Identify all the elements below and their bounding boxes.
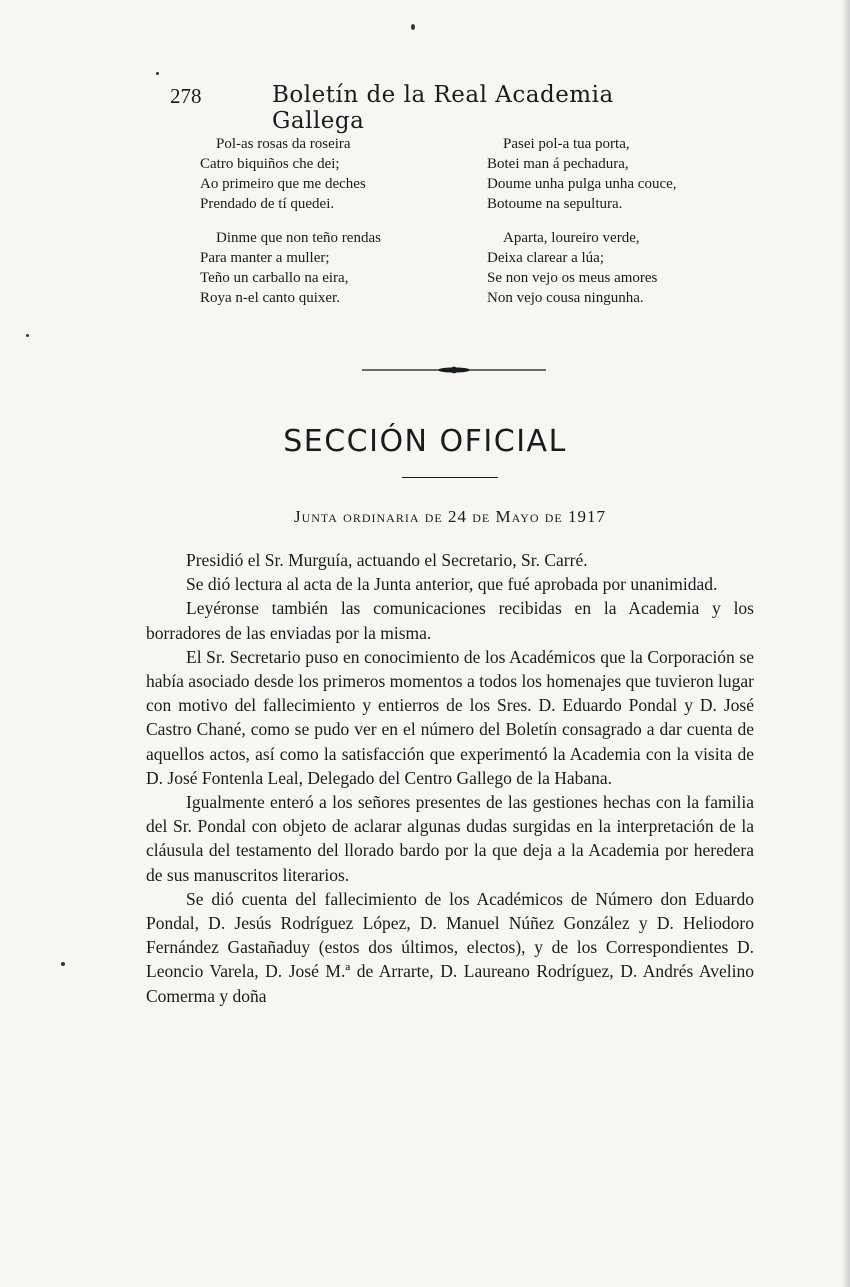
scan-speck [26,334,29,337]
poem-stanza-left-2 [200,228,381,308]
verse-line: Deixa clarear a lúa; [487,250,605,266]
verse-line: Catro biquiños che dei; [200,156,340,172]
paragraph: Se dió lectura al acta de la Junta anterior, que fué aprobada por unanimidad. [186,574,718,595]
title-underline [402,477,498,478]
page-number: 278 [170,84,202,108]
section-title: SECCIÓN OFICIAL [283,424,567,459]
verse-line: Pol-as rosas da roseira [216,136,351,152]
verse-line: Pasei pol-a tua porta, [503,136,630,152]
paragraph: Leyéronse también las comunicaciones recibidas en la Academia y los borradores de las enviadas por la misma. [146,598,754,643]
verse-line: Ao primeiro que me deches [200,176,366,192]
paragraph: El Sr. Secretario puso en conocimiento de los Académicos que la Corporación se había asociado desde los primeros momentos a todos los homenajes que tuvieron lugar con motivo del fallecimiento y entierros de los Sres. D. Eduardo Pondal y D. José Castro Chané, como se pudo ver en el número del Boletín consagrado a dar cuenta de aquellos actos, así como la satisfacción que experimentó la Academia con la visita de D. José Fontenla Leal, Delegado del Centro Gallego de la Habana. [146,646,754,788]
paragraph: Igualmente enteró a los señores presentes de las gestiones hechas con la familia del Sr. Pondal con objeto de aclarar algunas dudas surgidas en la interpretación de la cláusula del testamento del llorado bardo por la que deja a la Academia por heredera de sus manuscritos literarios. [146,792,754,885]
paragraph: Presidió el Sr. Murguía, actuando el Secretario, Sr. Carré. [186,550,588,570]
paragraph: Se dió cuenta del fallecimiento de los Académicos de Número don Eduardo Pondal, D. Jesús Rodríguez López, D. Manuel Núñez González y D. Heliodoro Fernández Gastañaduy (estos dos últimos, electos), y de los Correspondientes D. Leoncio Varela, D. José M.ª de Arrarte, D. Laureano Rodríguez, D. Andrés Avelino Comerma y doña [146,888,754,1006]
meeting-heading: Junta ordinaria de 24 de Mayo de 1917 [293,507,607,526]
page-edge [842,0,850,1287]
minutes-body [146,548,754,1008]
poem-stanza-right-1 [487,134,677,214]
verse-line: Aparta, loureiro verde, [503,230,640,246]
verse-line: Botei man á pechadura, [487,156,629,172]
verse-line: Botoume na sepultura. [487,196,623,212]
poem-stanza-left-1 [200,134,366,214]
scan-speck [61,962,65,966]
poem-stanza-right-2 [487,228,657,308]
verse-line: Roya n-el canto quixer. [200,290,340,306]
verse-line: Prendado de tí quedei. [200,196,335,212]
page-header [170,82,640,134]
running-title: Boletín de la Real Academia Gallega [272,82,614,134]
section-divider-ornament [362,364,546,376]
verse-line: Non vejo cousa ningunha. [487,290,644,306]
verse-line: Para manter a muller; [200,250,330,266]
verse-line: Dinme que non teño rendas [216,230,381,246]
verse-line: Doume unha pulga unha couce, [487,176,677,192]
scan-speck [156,72,159,75]
scan-speck [411,24,415,30]
verse-line: Se non vejo os meus amores [487,270,658,286]
verse-line: Teño un carballo na eira, [200,270,349,286]
